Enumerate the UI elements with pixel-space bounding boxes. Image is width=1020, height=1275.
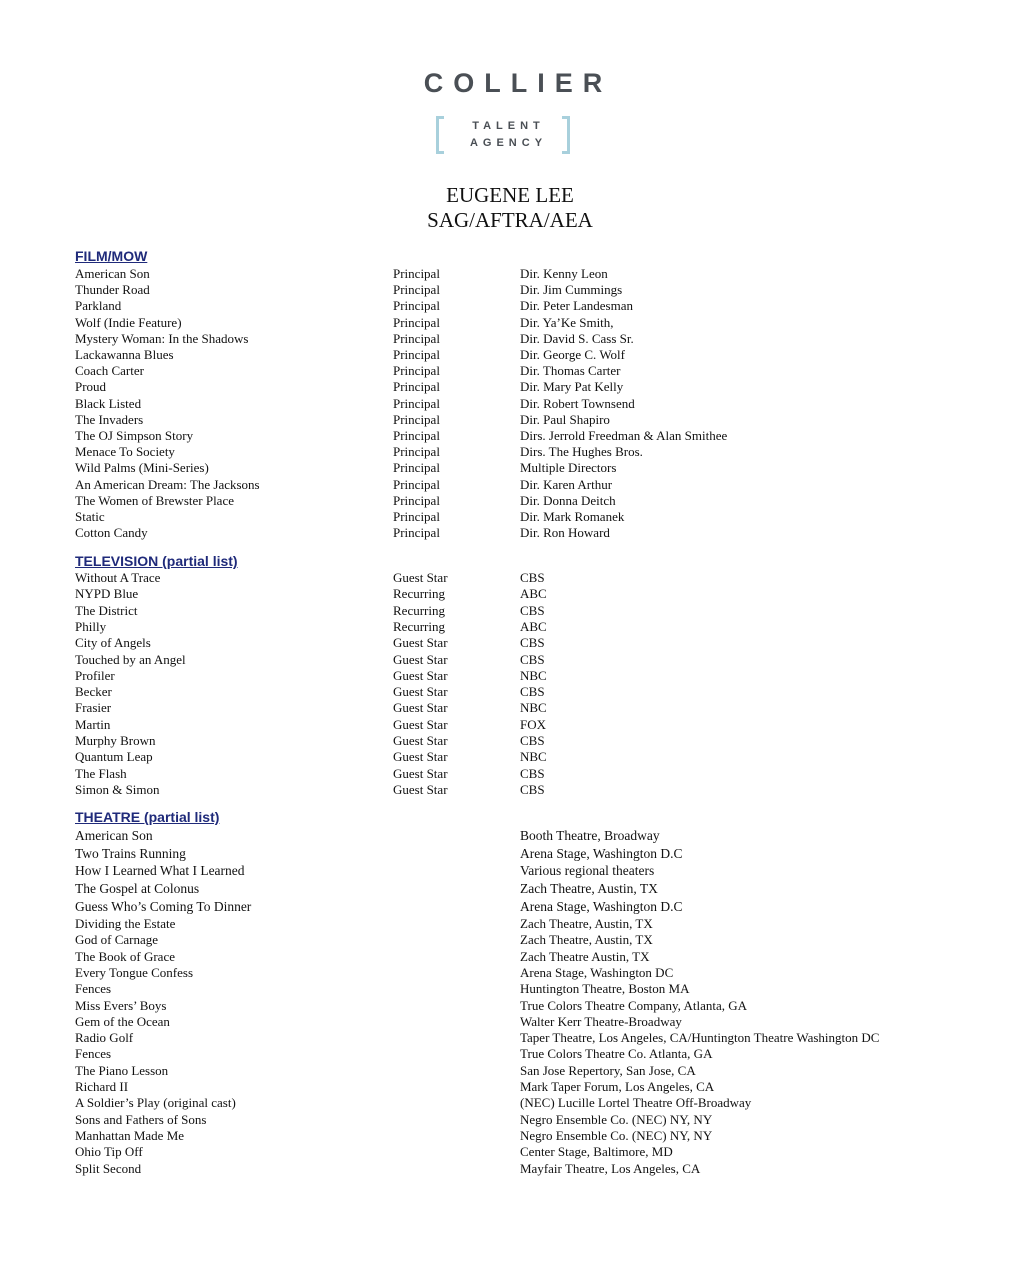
- television-credit-row: [0, 717, 1020, 733]
- film-credit-row: [0, 266, 1020, 282]
- film-credit-row: [0, 412, 1020, 428]
- credit-role: Guest Star: [393, 635, 448, 651]
- credit-title: Becker: [75, 684, 112, 700]
- credit-title: How I Learned What I Learned: [75, 863, 245, 878]
- credit-title: Two Trains Running: [75, 846, 186, 861]
- credit-title: Wolf (Indie Feature): [75, 314, 182, 330]
- credit-title: Split Second: [75, 1160, 142, 1176]
- credit-venue: (NEC) Lucille Lortel Theatre Off-Broadway: [520, 1095, 752, 1111]
- credit-title: Martin: [75, 716, 111, 732]
- film-credit-row: [0, 331, 1020, 347]
- credit-director: Dir. Donna Deitch: [520, 492, 616, 508]
- credit-role: Principal: [393, 347, 440, 362]
- credit-title: American Son: [75, 266, 150, 281]
- credit-network: CBS: [520, 635, 545, 651]
- credit-role: Recurring: [393, 586, 445, 602]
- credit-title: Menace To Society: [75, 444, 175, 460]
- credit-title: Frasier: [75, 700, 112, 716]
- credit-title: Dividing the Estate: [75, 916, 176, 931]
- credit-title: Every Tongue Confess: [75, 964, 193, 980]
- credit-venue: Booth Theatre, Broadway: [520, 828, 660, 843]
- credit-role: Principal: [393, 266, 440, 281]
- credit-title: The Flash: [75, 765, 127, 781]
- credit-network: NBC: [520, 749, 547, 765]
- credit-role: Guest Star: [393, 700, 448, 716]
- credit-venue: Zach Theatre Austin, TX: [520, 948, 650, 964]
- credit-venue: Negro Ensemble Co. (NEC) NY, NY: [520, 1111, 713, 1127]
- credit-director: Dir. George C. Wolf: [520, 347, 625, 362]
- credit-title: The Piano Lesson: [75, 1062, 169, 1078]
- theatre-credit-row: [0, 863, 1020, 879]
- credit-director: Dir. Paul Shapiro: [520, 411, 610, 427]
- credit-title: Miss Evers’ Boys: [75, 997, 167, 1013]
- credit-title: Quantum Leap: [75, 749, 153, 765]
- credit-title: Coach Carter: [75, 363, 144, 379]
- theatre-credit-row: [0, 1030, 1020, 1046]
- credit-network: FOX: [520, 716, 547, 732]
- credit-role: Principal: [393, 525, 440, 541]
- credit-venue: Zach Theatre, Austin, TX: [520, 881, 658, 896]
- film-credit-row: [0, 347, 1020, 363]
- credit-role: Principal: [393, 428, 440, 443]
- theatre-credit-row: [0, 1128, 1020, 1144]
- television-credit-row: [0, 652, 1020, 668]
- theatre-credit-row: [0, 949, 1020, 965]
- credit-title: Fences: [75, 981, 112, 997]
- credit-title: Simon & Simon: [75, 781, 160, 797]
- film-credit-row: [0, 493, 1020, 509]
- credit-venue: Walter Kerr Theatre-Broadway: [520, 1013, 682, 1029]
- theatre-credit-row: [0, 1046, 1020, 1062]
- credit-director: Dir. Robert Townsend: [520, 395, 635, 411]
- television-credit-row: [0, 749, 1020, 765]
- credit-title: Philly: [75, 618, 107, 634]
- credit-title: Murphy Brown: [75, 733, 156, 748]
- theatre-credit-row: [0, 1063, 1020, 1079]
- credit-role: Principal: [393, 282, 440, 298]
- television-credit-row: [0, 700, 1020, 716]
- film-credit-row: [0, 315, 1020, 331]
- theatre-credit-row: [0, 1095, 1020, 1111]
- credit-venue: San Jose Repertory, San Jose, CA: [520, 1062, 696, 1078]
- credit-title: The District: [75, 602, 138, 618]
- credit-title: Thunder Road: [75, 282, 150, 298]
- film-credit-row: [0, 509, 1020, 525]
- credit-venue: Negro Ensemble Co. (NEC) NY, NY: [520, 1127, 713, 1143]
- credit-title: City of Angels: [75, 635, 151, 651]
- credit-title: Cotton Candy: [75, 525, 148, 541]
- credit-role: Recurring: [393, 602, 445, 618]
- credit-venue: Arena Stage, Washington D.C: [520, 846, 683, 861]
- credit-network: CBS: [520, 651, 545, 667]
- credit-role: Guest Star: [393, 749, 448, 765]
- credit-director: Dir. Karen Arthur: [520, 476, 613, 492]
- credit-role: Principal: [393, 476, 440, 492]
- television-credit-row: [0, 619, 1020, 635]
- film-credit-row: [0, 298, 1020, 314]
- television-credit-row: [0, 570, 1020, 586]
- credit-role: Guest Star: [393, 684, 448, 700]
- theatre-credit-row: [0, 1112, 1020, 1128]
- union-affiliations: SAG/AFTRA/AEA: [427, 208, 593, 232]
- credit-director: Dir. Jim Cummings: [520, 282, 623, 298]
- credit-network: NBC: [520, 667, 547, 683]
- credit-network: CBS: [520, 765, 545, 781]
- credit-title: Black Listed: [75, 395, 142, 411]
- credit-director: Dirs. The Hughes Bros.: [520, 444, 643, 460]
- credit-role: Guest Star: [393, 667, 448, 683]
- credit-venue: Huntington Theatre, Boston MA: [520, 981, 690, 997]
- credit-title: The Gospel at Colonus: [75, 881, 200, 896]
- film-credit-row: [0, 525, 1020, 541]
- credit-role: Guest Star: [393, 651, 448, 667]
- credit-title: Guess Who’s Coming To Dinner: [75, 899, 252, 914]
- credit-venue: Mayfair Theatre, Los Angeles, CA: [520, 1160, 701, 1176]
- credit-director: Multiple Directors: [520, 460, 617, 476]
- film-credit-row: [0, 444, 1020, 460]
- credit-title: An American Dream: The Jacksons: [75, 476, 260, 492]
- theatre-credit-row: [0, 981, 1020, 997]
- film-credit-row: [0, 363, 1020, 379]
- credit-title: Proud: [75, 379, 107, 395]
- credit-director: Dir. Mark Romanek: [520, 509, 625, 524]
- credit-title: Static: [75, 509, 105, 524]
- television-credit-row: [0, 635, 1020, 651]
- credit-role: Principal: [393, 411, 440, 427]
- credit-role: Principal: [393, 379, 440, 395]
- theatre-credit-row: [0, 916, 1020, 932]
- television-credit-row: [0, 766, 1020, 782]
- credit-network: CBS: [520, 781, 545, 797]
- credit-venue: Taper Theatre, Los Angeles, CA/Huntington Theatre Washington DC: [520, 1030, 880, 1046]
- credit-director: Dirs. Jerrold Freedman & Alan Smithee: [520, 428, 728, 443]
- film-credit-row: [0, 379, 1020, 395]
- credit-title: Radio Golf: [75, 1030, 134, 1046]
- credit-director: Dir. Peter Landesman: [520, 298, 633, 314]
- credit-network: NBC: [520, 700, 547, 716]
- credit-role: Principal: [393, 460, 440, 476]
- credit-title: The Women of Brewster Place: [75, 492, 234, 508]
- agency-logo: [396, 60, 632, 168]
- credit-title: The Book of Grace: [75, 948, 175, 964]
- theatre-credit-row: [0, 828, 1020, 844]
- credit-title: NYPD Blue: [75, 586, 139, 602]
- theatre-section-title: THEATRE (partial list): [75, 809, 220, 825]
- logo-subtitle-line1: TALENT: [472, 120, 545, 132]
- credit-director: Dir. Mary Pat Kelly: [520, 379, 624, 395]
- film-section-title: FILM/MOW: [75, 248, 148, 264]
- credit-title: The Invaders: [75, 411, 144, 427]
- film-credit-row: [0, 477, 1020, 493]
- credit-venue: Mark Taper Forum, Los Angeles, CA: [520, 1079, 715, 1094]
- theatre-credit-row: [0, 965, 1020, 981]
- credit-role: Guest Star: [393, 570, 448, 585]
- television-credit-row: [0, 782, 1020, 798]
- credit-title: Ohio Tip Off: [75, 1144, 143, 1160]
- film-credit-row: [0, 428, 1020, 444]
- credit-venue: Center Stage, Baltimore, MD: [520, 1144, 673, 1160]
- credit-venue: True Colors Theatre Co. Atlanta, GA: [520, 1046, 713, 1062]
- logo-wordmark: COLLIER: [423, 68, 613, 98]
- television-credit-row: [0, 668, 1020, 684]
- credit-title: Fences: [75, 1046, 112, 1062]
- credit-venue: Zach Theatre, Austin, TX: [520, 916, 653, 931]
- credit-director: Dir. Ron Howard: [520, 525, 610, 541]
- credit-role: Principal: [393, 314, 440, 330]
- film-credit-row: [0, 460, 1020, 476]
- theatre-credit-row: [0, 1161, 1020, 1177]
- logo-left-bracket: [436, 116, 444, 154]
- credit-venue: Various regional theaters: [520, 863, 655, 878]
- credit-role: Principal: [393, 395, 440, 411]
- credit-network: CBS: [520, 684, 545, 700]
- credit-title: American Son: [75, 828, 153, 843]
- credit-title: Manhattan Made Me: [75, 1127, 185, 1143]
- theatre-credit-row: [0, 899, 1020, 915]
- theatre-credit-row: [0, 1144, 1020, 1160]
- credit-network: ABC: [520, 618, 547, 634]
- credit-director: Dir. Kenny Leon: [520, 266, 608, 281]
- credit-title: Sons and Fathers of Sons: [75, 1111, 207, 1127]
- credit-role: Principal: [393, 298, 440, 314]
- television-credit-row: [0, 733, 1020, 749]
- television-credit-row: [0, 603, 1020, 619]
- credit-venue: Arena Stage, Washington DC: [520, 964, 674, 980]
- logo-right-bracket: [562, 116, 570, 154]
- credit-role: Guest Star: [393, 716, 448, 732]
- theatre-credit-row: [0, 846, 1020, 862]
- credit-director: Dir. Thomas Carter: [520, 363, 621, 379]
- credit-title: The OJ Simpson Story: [75, 428, 194, 443]
- credit-role: Principal: [393, 444, 440, 460]
- television-credit-row: [0, 684, 1020, 700]
- credit-title: Without A Trace: [75, 570, 161, 585]
- credit-role: Guest Star: [393, 781, 448, 797]
- credit-director: Dir. David S. Cass Sr.: [520, 330, 634, 346]
- credit-title: Lackawanna Blues: [75, 347, 174, 362]
- credit-network: ABC: [520, 586, 547, 602]
- credit-title: Touched by an Angel: [75, 651, 186, 667]
- credit-title: Wild Palms (Mini-Series): [75, 460, 209, 476]
- credit-network: CBS: [520, 733, 545, 748]
- credit-role: Guest Star: [393, 733, 448, 748]
- theatre-credit-row: [0, 932, 1020, 948]
- credit-title: Richard II: [75, 1079, 129, 1094]
- theatre-credit-row: [0, 1079, 1020, 1095]
- credit-title: A Soldier’s Play (original cast): [75, 1095, 236, 1111]
- theatre-credit-row: [0, 998, 1020, 1014]
- film-credit-row: [0, 396, 1020, 412]
- actor-name: EUGENE LEE: [446, 183, 574, 207]
- credit-network: CBS: [520, 570, 545, 585]
- credit-title: Profiler: [75, 667, 115, 683]
- credit-venue: Zach Theatre, Austin, TX: [520, 932, 653, 948]
- credit-title: Mystery Woman: In the Shadows: [75, 330, 249, 346]
- credit-title: God of Carnage: [75, 932, 159, 948]
- credit-role: Principal: [393, 363, 440, 379]
- film-credit-row: [0, 282, 1020, 298]
- credit-role: Principal: [393, 509, 440, 524]
- credit-venue: True Colors Theatre Company, Atlanta, GA: [520, 997, 747, 1013]
- television-credit-row: [0, 586, 1020, 602]
- theatre-credit-row: [0, 1014, 1020, 1030]
- credit-title: Parkland: [75, 298, 122, 314]
- credit-role: Principal: [393, 330, 440, 346]
- logo-subtitle-line2: AGENCY: [469, 137, 548, 149]
- credit-director: Dir. Ya’Ke Smith,: [520, 314, 614, 330]
- theatre-credit-row: [0, 881, 1020, 897]
- television-section-title: TELEVISION (partial list): [75, 553, 238, 569]
- credit-role: Principal: [393, 492, 440, 508]
- credit-role: Recurring: [393, 618, 445, 634]
- credit-title: Gem of the Ocean: [75, 1013, 170, 1029]
- credit-role: Guest Star: [393, 765, 448, 781]
- credit-venue: Arena Stage, Washington D.C: [520, 899, 683, 914]
- credit-network: CBS: [520, 602, 545, 618]
